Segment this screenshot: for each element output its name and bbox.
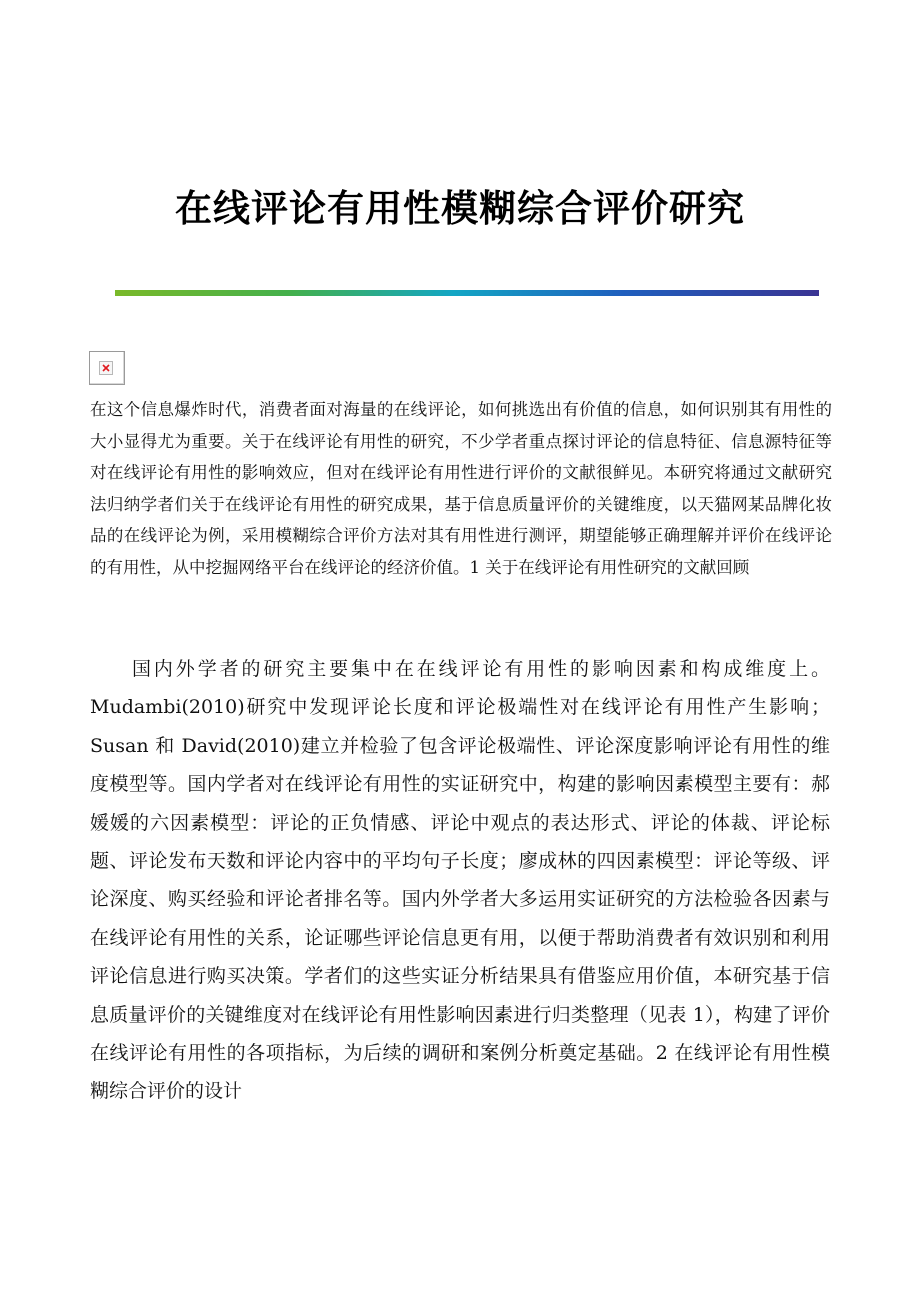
page-title: 在线评论有用性模糊综合评价研究 xyxy=(175,186,745,230)
image-placeholder-frame xyxy=(99,361,113,375)
title-divider xyxy=(115,290,819,296)
close-x-icon xyxy=(102,364,110,372)
body-paragraph: 国内外学者的研究主要集中在在线评论有用性的影响因素和构成维度上。Mudambi(2010)研究中发现评论长度和评论极端性对在线评论有用性产生影响；Susan 和 David(2010)建立并检验了包含评论极端性、评论深度影响评论有用性的维度模型等。国内学者对在线评论有用性的实证研究中，构建的影响因素模型主要有：郝媛媛的六因素模型：评论的正负情感、评论中观点的表达形式、评论的体裁、评论标题、评论发布天数和评论内容中的平均句子长度；廖成林的四因素模型：评论等级、评论深度、购买经验和评论者排名等。国内外学者大多运用实证研究的方法检验各因素与在线评论有用性的关系，论证哪些评论信息更有用，以便于帮助消费者有效识别和利用评论信息进行购买决策。学者们的这些实证分析结果具有借鉴应用价值，本研究基于信息质量评价的关键维度对在线评论有用性影响因素进行归类整理（见表 1），构建了评价在线评论有用性的各项指标，为后续的调研和案例分析奠定基础。2 在线评论有用性模糊综合评价的设计 xyxy=(90,658,830,1103)
abstract-paragraph: 在这个信息爆炸时代，消费者面对海量的在线评论，如何挑选出有价值的信息，如何识别其有用性的大小显得尤为重要。关于在线评论有用性的研究，不少学者重点探讨评论的信息特征、信息源特征等对在线评论有用性的影响效应，但对在线评论有用性进行评价的文献很鲜见。本研究将通过文献研究法归纳学者们关于在线评论有用性的研究成果，基于信息质量评价的关键维度，以天猫网某品牌化妆品的在线评论为例，采用模糊综合评价方法对其有用性进行测评，期望能够正确理解并评价在线评论的有用性，从中挖掘网络平台在线评论的经济价值。1 关于在线评论有用性研究的文献回顾 xyxy=(90,400,832,577)
broken-image-icon xyxy=(89,351,125,385)
